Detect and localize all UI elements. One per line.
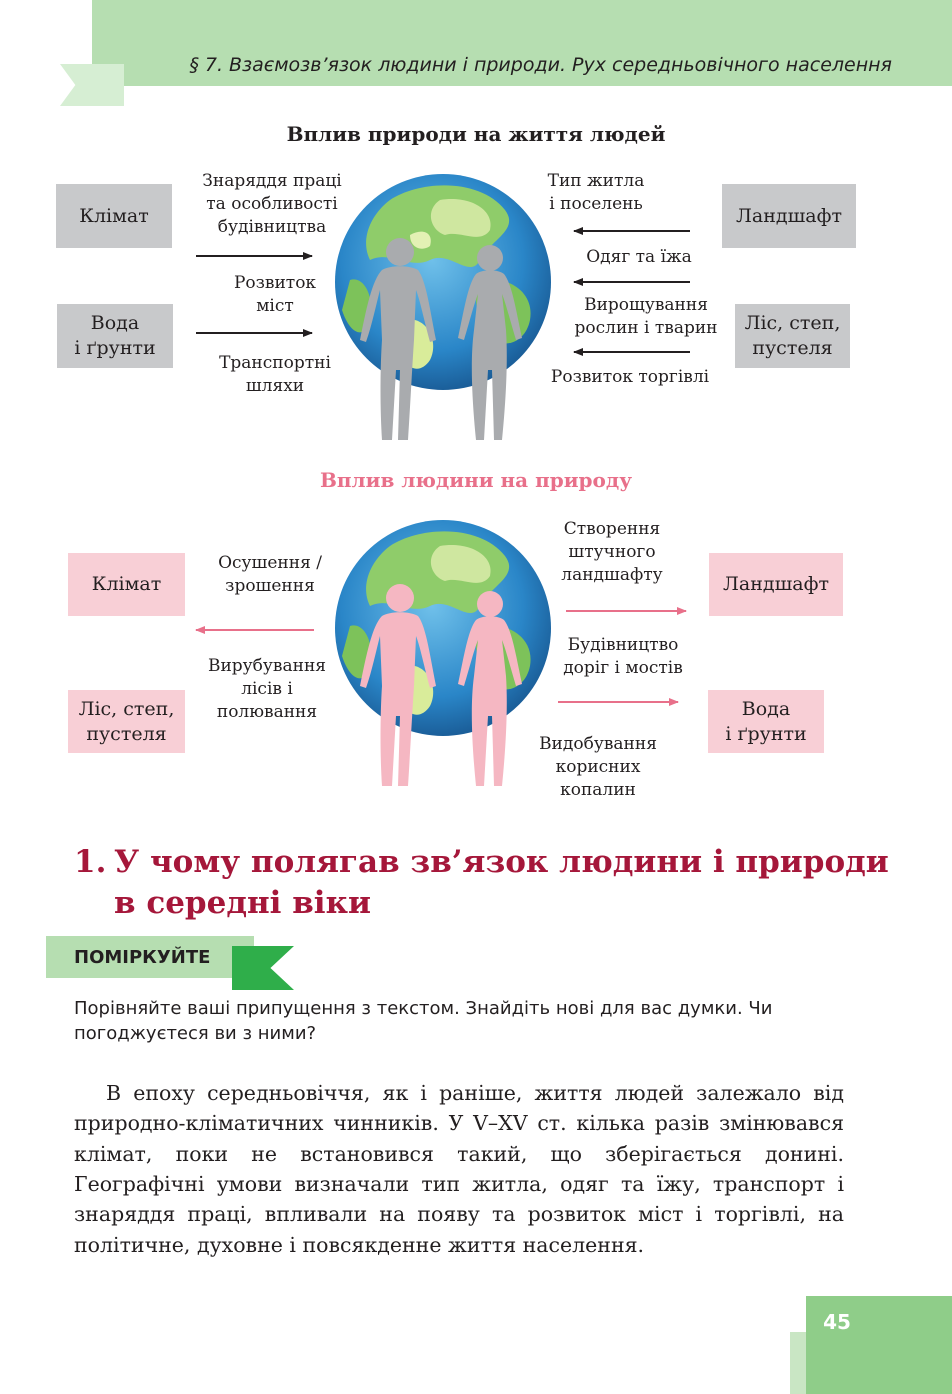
page-strip — [790, 1332, 806, 1394]
page-number: 45 — [823, 1310, 851, 1334]
box-climate: Клімат — [56, 184, 172, 248]
box2-water-soil: Вода і ґрунти — [708, 690, 824, 753]
section-title — [74, 842, 934, 924]
label-mineral-extraction: Видобування корисних копалин — [539, 734, 657, 801]
label-artificial-landscape: Створення штучного ландшафту — [561, 519, 663, 586]
label-deforestation-hunting: Вирубування лісів і полювання — [207, 656, 327, 723]
label-housing-settlement: Тип житла і поселень — [547, 171, 645, 215]
diagram2-arrows — [0, 500, 952, 800]
diagram1-arrows — [0, 0, 952, 470]
section-title-line1: У чому полягав зв’язок людини і природи — [114, 844, 889, 880]
think-prompt: Порівняйте ваші припущення з текстом. Знайдіть нові для вас думки. Чи погоджуєтеся ви з ними? — [74, 998, 773, 1045]
box-landscape: Ландшафт — [722, 184, 856, 248]
box2-landscape: Ландшафт — [709, 553, 843, 616]
box2-climate: Клімат — [68, 553, 185, 616]
label-drainage-irrigation: Осушення / зрошення — [218, 553, 322, 597]
body-paragraph: В епоху середньовіччя, як і раніше, життя людей залежало від природно-кліматичних чинників. У V–XV ст. кілька разів змінювався клімат, поки не встановився такий, що зберігається донині. Географічні умови визначали тип житла, одяг та їжу, транспорт і знаряддя праці, впливали на появу та розвиток міст і торгівлі, на політичне, духовне і повсякденне життя населення. — [74, 1081, 844, 1257]
label-clothing-food: Одяг та їжа — [586, 247, 692, 267]
label-growing-plants-animals: Вирощування рослин і тварин — [574, 295, 718, 339]
label-trade-development: Розвиток торгівлі — [550, 367, 710, 387]
section-number: 1. — [74, 844, 107, 880]
label-transport-routes: Транспортні шляхи — [219, 353, 331, 397]
think-flag — [232, 946, 294, 990]
box-water-soil: Вода і ґрунти — [57, 304, 173, 368]
diagram1-title: Вплив природи на життя людей — [286, 122, 666, 146]
box-forest-steppe-desert: Ліс, степ, пустеля — [735, 304, 850, 368]
section-title-line2: в середні віки — [114, 885, 371, 922]
label-tools-construction: Знаряддя праці та особливості будівництва — [202, 171, 342, 238]
label-city-development: Розвиток міст — [233, 273, 317, 317]
running-header: § 7. Взаємозв’язок людини і природи. Рух середньовічного населення — [189, 54, 892, 76]
box2-forest-steppe-desert: Ліс, степ, пустеля — [68, 690, 185, 753]
label-roads-bridges: Будівництво доріг і мостів — [563, 635, 683, 679]
diagram2-title: Вплив людини на природу — [319, 468, 633, 492]
think-label: ПОМІРКУЙТЕ — [74, 947, 211, 968]
